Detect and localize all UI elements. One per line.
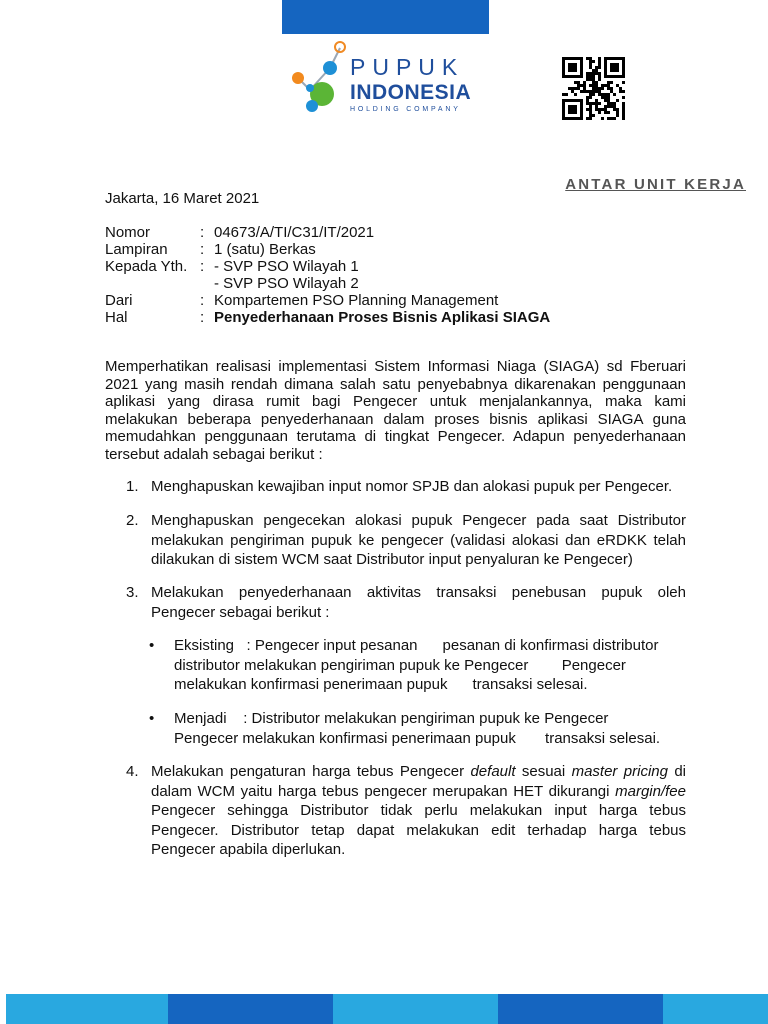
bullet-dot: • [149, 637, 155, 654]
footer-segment-dark [498, 994, 663, 1024]
bullet-label: Menjadi [174, 710, 227, 727]
bullet-separator: : [243, 710, 248, 727]
list-item-text: Menghapuskan kewajiban input nomor SPJB dan alokasi pupuk per Pengecer. [151, 478, 673, 495]
list-item-text: Melakukan penyederhanaan aktivitas transaksi penebusan pupuk oleh Pengecer sebagai berikut : [151, 584, 686, 621]
meta-row-hal [105, 309, 550, 326]
list-item-4 [126, 762, 686, 860]
logo-line-pupuk: PUPUK [350, 54, 465, 80]
meta-key [105, 275, 200, 292]
meta-key: Kepada Yth. [105, 258, 188, 275]
meta-value: 1 (satu) Berkas [214, 241, 316, 258]
meta-colon: : [200, 292, 205, 309]
meta-value: - SVP PSO Wilayah 2 [214, 275, 359, 292]
footer-segment-light [663, 994, 768, 1024]
bullet-dot: • [149, 710, 155, 727]
meta-row-lampiran [105, 241, 550, 258]
meta-value: Kompartemen PSO Planning Management [214, 292, 499, 309]
meta-value: - SVP PSO Wilayah 1 [214, 258, 359, 275]
letter-metadata [105, 224, 550, 326]
meta-row-kepada-cont [105, 275, 550, 292]
footer-color-bar [6, 994, 768, 1024]
bullet-label: Eksisting [174, 637, 235, 654]
company-logo [288, 38, 488, 128]
bullet-existing [149, 636, 686, 695]
meta-key: Nomor [105, 224, 151, 241]
bullet-line-2: Pengecer melakukan konfirmasi penerimaan pupuk transaksi selesai. [174, 729, 661, 747]
letter-date: Jakarta, 16 Maret 2021 [105, 190, 260, 207]
logo-line-indonesia: INDONESIA [350, 81, 472, 104]
bullet-line [174, 709, 686, 729]
document-type-label: ANTAR UNIT KERJA [565, 176, 746, 193]
bullet-line-3: melakukan konfirmasi penerimaan pupuk transaksi selesai. [174, 676, 588, 693]
list-item-text: Menghapuskan pengecekan alokasi pupuk Pengecer pada saat Distributor melakukan pengiriman pupuk ke pengecer (validasi alokasi dan eRDKK telah dilakukan di sistem WCM saat Distributor input penyaluran ke Pengecer) [151, 512, 686, 568]
footer-segment-light [6, 994, 168, 1024]
header-accent-bar [282, 0, 489, 34]
meta-key: Hal [105, 309, 128, 326]
meta-row-kepada [105, 258, 550, 275]
bullet-new [149, 709, 686, 748]
qr-code-icon [562, 57, 628, 121]
list-item-3 [126, 583, 686, 622]
meta-key: Dari [105, 292, 133, 309]
bullet-line-1: Distributor melakukan pengiriman pupuk ke Pengecer [251, 710, 609, 727]
footer-segment-light [333, 994, 498, 1024]
list-number: 3. [126, 584, 139, 601]
meta-key: Lampiran [105, 241, 168, 258]
list-item-1 [126, 477, 686, 497]
meta-row-nomor [105, 224, 550, 241]
bullet-line-1: Pengecer input pesanan pesanan di konfirmasi distributor [254, 637, 659, 654]
meta-colon: : [200, 241, 205, 258]
list-number: 4. [126, 763, 139, 780]
list-number: 2. [126, 512, 139, 529]
footer-segment-dark [168, 994, 333, 1024]
pupuk-indonesia-molecule-logo-icon [288, 38, 350, 128]
meta-value-subject: Penyederhanaan Proses Bisnis Aplikasi SIAGA [214, 309, 551, 326]
logo-line-holding: HOLDING COMPANY [350, 106, 461, 113]
bullet-line-2: distributor melakukan pengiriman pupuk ke Pengecer Pengecer [174, 656, 626, 674]
meta-value: 04673/A/TI/C31/IT/2021 [214, 224, 375, 241]
list-item-text: Melakukan pengaturan harga tebus Pengecer default sesuai master pricing di dalam WCM yaitu harga tebus pengecer merupakan HET dikurangi margin/fee Pengecer sehingga Distributor tidak perlu melakukan input harga tebus Pengecer. Distributor tetap dapat melakukan edit terhadap harga tebus Pengecer apabila diperlukan. [151, 763, 686, 858]
meta-colon: : [200, 309, 205, 326]
list-item-2 [126, 511, 686, 570]
meta-colon: : [200, 258, 205, 275]
bullet-separator: : [246, 637, 251, 654]
meta-colon: : [200, 224, 205, 241]
intro-paragraph: Memperhatikan realisasi implementasi Sistem Informasi Niaga (SIAGA) sd Fberuari 2021 yang masih rendah dimana salah satu penyebabnya dikarenakan penggunaan aplikasi yang dirasa rumit bagi Pengecer untuk menjalankannya, maka kami melakukan beberapa penyederhanaan dalam proses bisnis aplikasi SIAGA guna memudahkan penggunaan terutama di tingkat Pengecer. Adapun penyederhanaan tersebut adalah sebagai berikut : [105, 358, 686, 463]
bullet-line [174, 636, 686, 656]
meta-colon [200, 275, 214, 292]
meta-row-dari [105, 292, 550, 309]
list-number: 1. [126, 478, 139, 495]
